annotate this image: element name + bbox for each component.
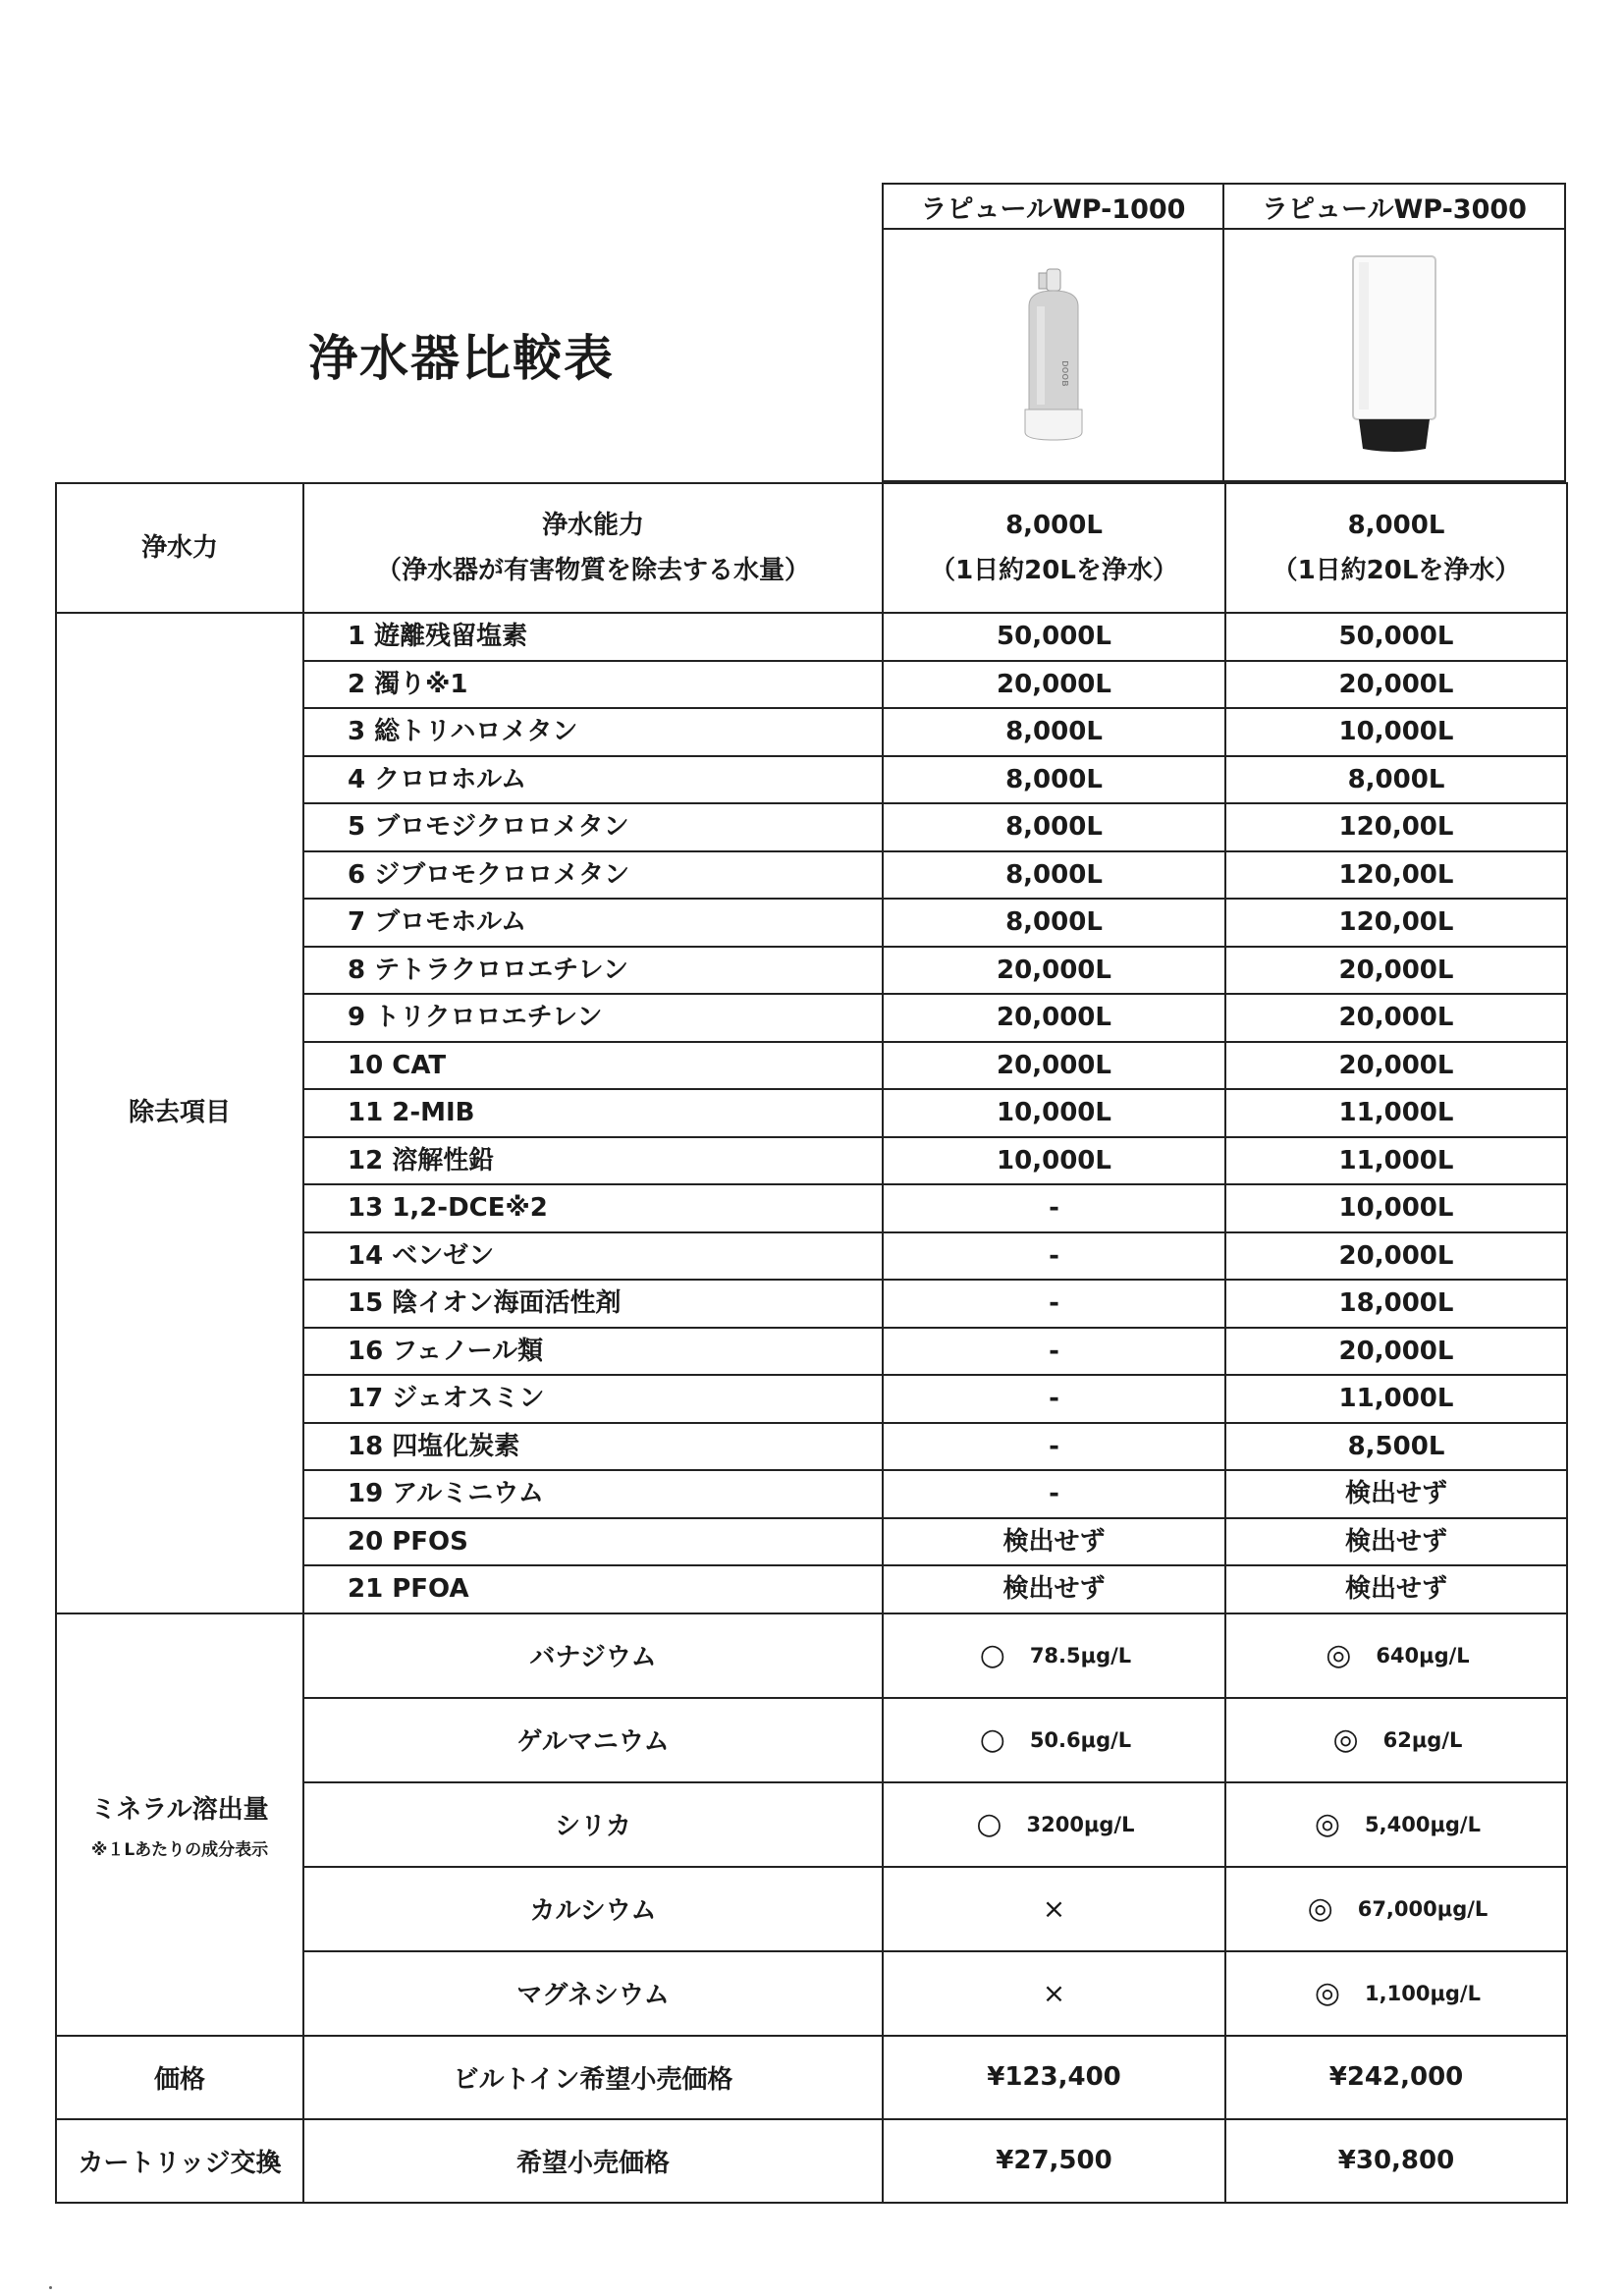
- removal-wp1000: -: [883, 1470, 1225, 1518]
- removal-wp1000: 50,000L: [883, 613, 1225, 661]
- mineral-wp1000: [883, 1613, 1225, 1698]
- removal-wp3000: 検出せず: [1225, 1518, 1567, 1566]
- product-name-wp1000: ラピュールWP-1000: [882, 183, 1224, 230]
- removal-item-label: 20 PFOS: [303, 1518, 883, 1566]
- removal-row: [56, 613, 1567, 661]
- removal-item-label: 4 クロロホルム: [303, 756, 883, 804]
- cross-mark-icon: ×: [1042, 1892, 1066, 1925]
- circle-mark-icon: ○: [979, 1638, 1005, 1672]
- removal-wp3000: 8,500L: [1225, 1423, 1567, 1471]
- mineral-wp3000: [1225, 1951, 1567, 2036]
- mineral-wp3000-value: 640μg/L: [1376, 1643, 1470, 1667]
- cartridge-row: [56, 2119, 1567, 2203]
- product-header-wp3000: [1224, 183, 1566, 482]
- price-wp3000: ¥242,000: [1225, 2036, 1567, 2119]
- large-cartridge-image: [1224, 230, 1566, 482]
- double-circle-mark-icon: ◎: [1307, 1891, 1333, 1926]
- circle-mark-icon: ○: [976, 1807, 1002, 1841]
- removal-item-label: 3 総トリハロメタン: [303, 708, 883, 756]
- removal-item-label: 8 テトラクロロエチレン: [303, 947, 883, 995]
- removal-item-label: 2 濁り※1: [303, 661, 883, 709]
- removal-item-label: 5 ブロモジクロロメタン: [303, 803, 883, 851]
- capacity-row: [56, 483, 1567, 613]
- svg-text:ᴅᴏᴏʙ: ᴅᴏᴏʙ: [1058, 359, 1072, 386]
- removal-item-label: 18 四塩化炭素: [303, 1423, 883, 1471]
- double-circle-mark-icon: ◎: [1332, 1722, 1359, 1757]
- mineral-wp1000: [883, 1867, 1225, 1951]
- removal-wp3000: 20,000L: [1225, 1042, 1567, 1090]
- price-category: 価格: [56, 2036, 303, 2119]
- removal-wp3000: 10,000L: [1225, 708, 1567, 756]
- mineral-label: ゲルマニウム: [303, 1698, 883, 1782]
- removal-wp1000: 8,000L: [883, 851, 1225, 900]
- removal-wp1000: 20,000L: [883, 661, 1225, 709]
- removal-item-label: 13 1,2-DCE※2: [303, 1184, 883, 1232]
- removal-wp1000: 検出せず: [883, 1565, 1225, 1613]
- removal-wp3000: 11,000L: [1225, 1089, 1567, 1137]
- mineral-wp1000-value: 78.5μg/L: [1029, 1643, 1132, 1667]
- removal-item-label: 19 アルミニウム: [303, 1470, 883, 1518]
- removal-wp1000: -: [883, 1375, 1225, 1423]
- removal-wp1000: 20,000L: [883, 1042, 1225, 1090]
- cartridge-label: 希望小売価格: [303, 2119, 883, 2203]
- removal-wp1000: 8,000L: [883, 803, 1225, 851]
- removal-item-label: 9 トリクロロエチレン: [303, 994, 883, 1042]
- removal-item-label: 10 CAT: [303, 1042, 883, 1090]
- removal-item-label: 17 ジェオスミン: [303, 1375, 883, 1423]
- removal-wp3000: 120,00L: [1225, 803, 1567, 851]
- removal-wp1000: 8,000L: [883, 708, 1225, 756]
- removal-wp1000: 8,000L: [883, 756, 1225, 804]
- mineral-wp3000-value: 1,100μg/L: [1365, 1981, 1481, 2005]
- removal-item-label: 7 ブロモホルム: [303, 899, 883, 947]
- removal-wp1000: -: [883, 1423, 1225, 1471]
- removal-wp3000: 120,00L: [1225, 851, 1567, 900]
- removal-wp3000: 18,000L: [1225, 1280, 1567, 1328]
- mineral-wp1000: [883, 1698, 1225, 1782]
- product-header-wp1000: [882, 183, 1224, 482]
- circle-mark-icon: ○: [979, 1722, 1005, 1757]
- capacity-wp3000: 8,000L （1日約20Lを浄水）: [1225, 483, 1567, 613]
- price-wp1000: ¥123,400: [883, 2036, 1225, 2119]
- capacity-wp1000: 8,000L （1日約20Lを浄水）: [883, 483, 1225, 613]
- cartridge-wp1000: ¥27,500: [883, 2119, 1225, 2203]
- removal-wp1000: 10,000L: [883, 1137, 1225, 1185]
- removal-wp3000: 20,000L: [1225, 1328, 1567, 1376]
- mineral-wp3000: [1225, 1613, 1567, 1698]
- product-name-wp3000: ラピュールWP-3000: [1224, 183, 1566, 230]
- cartridge-wp3000: ¥30,800: [1225, 2119, 1567, 2203]
- capacity-category: 浄水力: [56, 483, 303, 613]
- mineral-wp1000-value: 3200μg/L: [1026, 1812, 1135, 1836]
- removal-wp1000: -: [883, 1232, 1225, 1281]
- mineral-wp1000: [883, 1782, 1225, 1867]
- scan-speck: [49, 2286, 52, 2289]
- mineral-wp3000: [1225, 1698, 1567, 1782]
- removal-item-label: 14 ベンゼン: [303, 1232, 883, 1281]
- mineral-wp3000-value: 67,000μg/L: [1357, 1896, 1489, 1921]
- mineral-label: バナジウム: [303, 1613, 883, 1698]
- removal-wp3000: 11,000L: [1225, 1375, 1567, 1423]
- removal-item-label: 6 ジブロモクロロメタン: [303, 851, 883, 900]
- removal-wp3000: 8,000L: [1225, 756, 1567, 804]
- mineral-wp3000-value: 62μg/L: [1382, 1727, 1463, 1752]
- mineral-label: シリカ: [303, 1782, 883, 1867]
- removal-wp1000: -: [883, 1184, 1225, 1232]
- mineral-label: マグネシウム: [303, 1951, 883, 2036]
- double-circle-mark-icon: ◎: [1314, 1976, 1341, 2010]
- removal-item-label: 12 溶解性鉛: [303, 1137, 883, 1185]
- removal-wp3000: 20,000L: [1225, 947, 1567, 995]
- mineral-category: [56, 1613, 303, 2036]
- double-circle-mark-icon: ◎: [1314, 1807, 1341, 1841]
- removal-category: 除去項目: [56, 613, 303, 1613]
- removal-wp1000: 20,000L: [883, 994, 1225, 1042]
- removal-wp3000: 11,000L: [1225, 1137, 1567, 1185]
- page-title: 浄水器比較表: [308, 330, 615, 387]
- removal-wp3000: 20,000L: [1225, 994, 1567, 1042]
- mineral-wp3000: [1225, 1782, 1567, 1867]
- mineral-category-label: ミネラル溶出量: [90, 1794, 269, 1825]
- removal-item-label: 11 2-MIB: [303, 1089, 883, 1137]
- removal-item-label: 16 フェノール類: [303, 1328, 883, 1376]
- mineral-wp3000-value: 5,400μg/L: [1365, 1812, 1481, 1836]
- removal-wp1000: 20,000L: [883, 947, 1225, 995]
- removal-item-label: 15 陰イオン海面活性剤: [303, 1280, 883, 1328]
- removal-wp3000: 10,000L: [1225, 1184, 1567, 1232]
- removal-wp1000: 検出せず: [883, 1518, 1225, 1566]
- cross-mark-icon: ×: [1042, 1977, 1066, 2009]
- removal-item-label: 1 遊離残留塩素: [303, 613, 883, 661]
- mineral-wp1000-value: 50.6μg/L: [1029, 1727, 1132, 1752]
- mineral-wp1000: [883, 1951, 1225, 2036]
- removal-wp3000: 50,000L: [1225, 613, 1567, 661]
- price-label: ビルトイン希望小売価格: [303, 2036, 883, 2119]
- comparison-table: [55, 482, 1568, 2204]
- mineral-row: [56, 1613, 1567, 1698]
- removal-wp3000: 120,00L: [1225, 899, 1567, 947]
- removal-wp3000: 20,000L: [1225, 1232, 1567, 1281]
- capacity-label: 浄水能力 （浄水器が有害物質を除去する水量）: [303, 483, 883, 613]
- removal-wp3000: 20,000L: [1225, 661, 1567, 709]
- removal-wp1000: 10,000L: [883, 1089, 1225, 1137]
- mineral-label: カルシウム: [303, 1867, 883, 1951]
- removal-wp1000: -: [883, 1280, 1225, 1328]
- removal-wp3000: 検出せず: [1225, 1565, 1567, 1613]
- cartridge-category: カートリッジ交換: [56, 2119, 303, 2203]
- mineral-wp3000: [1225, 1867, 1567, 1951]
- removal-wp1000: 8,000L: [883, 899, 1225, 947]
- removal-wp3000: 検出せず: [1225, 1470, 1567, 1518]
- double-circle-mark-icon: ◎: [1326, 1638, 1352, 1672]
- removal-item-label: 21 PFOA: [303, 1565, 883, 1613]
- price-row: [56, 2036, 1567, 2119]
- mineral-note: ※１Lあたりの成分表示: [90, 1839, 269, 1860]
- slim-cartridge-image: [882, 230, 1224, 482]
- removal-wp1000: -: [883, 1328, 1225, 1376]
